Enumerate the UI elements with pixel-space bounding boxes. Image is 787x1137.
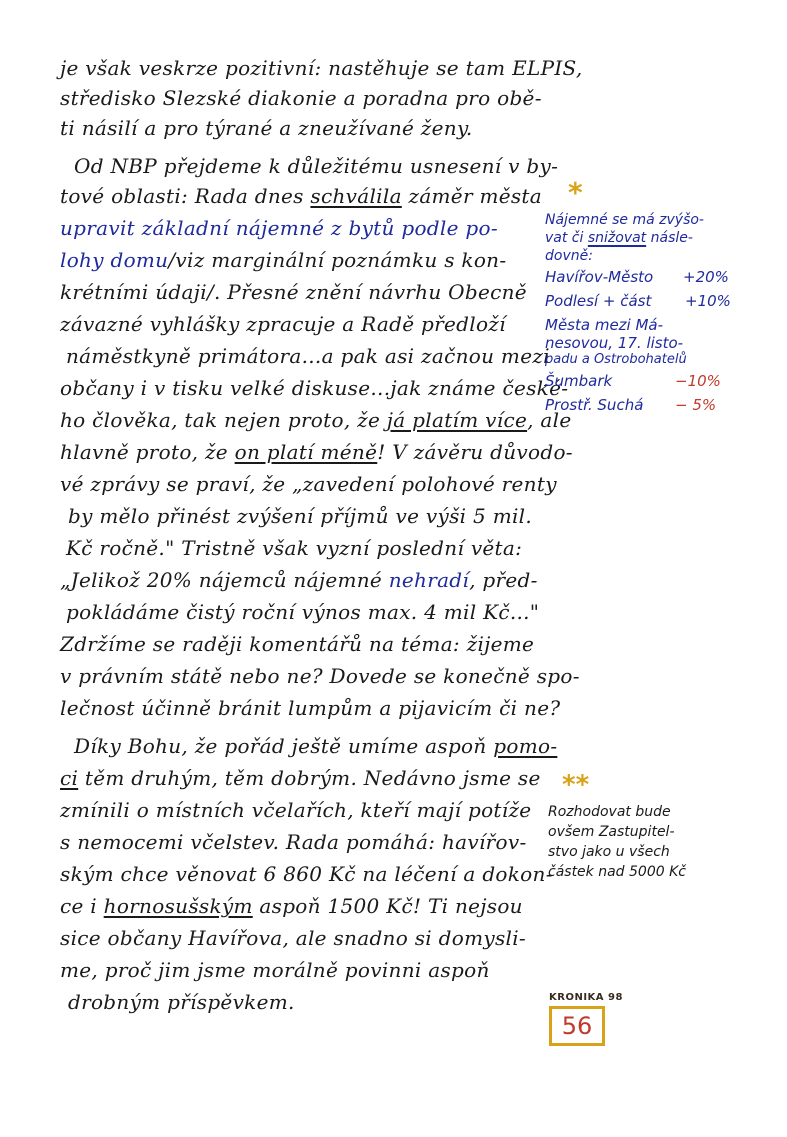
text-span-blue: lohy domu: [60, 248, 169, 272]
rent-row: [545, 292, 731, 310]
text-span: záměr města: [408, 184, 542, 208]
note-line: Rozhodovat bude: [548, 804, 671, 820]
text-span: , ale: [527, 408, 572, 432]
rent-area: Města mezi Má-: [545, 316, 664, 334]
text-line: [60, 408, 571, 432]
note-span: násle-: [650, 230, 693, 246]
text-line: s nemocemi včelstev. Rada pomáhá: havířov-: [60, 830, 527, 854]
text-line: náměstkyně primátora...a pak asi začnou mezi: [66, 344, 550, 368]
underlined-word: schválila: [310, 184, 402, 208]
text-line: me, proč jim jsme morálně povinni aspoň: [60, 958, 490, 982]
rent-row: [545, 334, 683, 352]
chronicle-label: KRONIKA 98: [549, 992, 623, 1003]
underlined-phrase: on platí méně: [234, 440, 378, 464]
page-number: 56: [549, 1006, 605, 1046]
margin-note-rent: [545, 212, 780, 442]
text-span: Díky Bohu, že pořád ještě umíme aspoň: [74, 734, 487, 758]
text-span: ! V závěru důvodo-: [377, 440, 573, 464]
text-line: [60, 766, 541, 790]
text-line: drobným příspěvkem.: [68, 990, 295, 1014]
underlined-word: hornosušským: [103, 894, 253, 918]
text-line: upravit základní nájemné z bytů podle po-: [60, 216, 498, 240]
margin-note-council: [548, 804, 778, 894]
underlined-word: snižovat: [587, 230, 647, 246]
note-line: ovšem Zastupitel-: [548, 824, 675, 840]
note-line: stvo jako u všech: [548, 844, 670, 860]
rent-row: [545, 352, 687, 367]
text-line: [60, 440, 573, 464]
note-line: [545, 230, 693, 246]
text-line: občany i v tisku velké diskuse...jak známe české-: [60, 376, 569, 400]
text-span: hlavně proto, že: [60, 440, 228, 464]
asterisk-icon: *: [568, 176, 583, 209]
text-span: ce i: [60, 894, 97, 918]
text-line: je však veskrze pozitivní: nastěhuje se tam ELPIS,: [60, 56, 583, 80]
double-asterisk-icon: **: [562, 770, 590, 800]
text-line: [60, 568, 538, 592]
text-span: „Jelikož 20% nájemců nájemné: [60, 568, 383, 592]
text-line: Zdržíme se raději komentářů na téma: žijeme: [60, 632, 535, 656]
rent-area: Šumbark: [545, 372, 613, 390]
note-span: vat či: [545, 230, 584, 246]
rent-row: [545, 396, 717, 414]
underlined-word: ci: [60, 766, 79, 790]
rent-area: padu a Ostrobohatelů: [545, 352, 687, 367]
underlined-word: pomo-: [493, 734, 558, 758]
text-line: závazné vyhlášky zpracuje a Radě předloží: [60, 312, 506, 336]
text-span: , před-: [469, 568, 538, 592]
text-line: lečnost účinně bránit lumpům a pijavicím či ne?: [60, 696, 561, 720]
text-line: krétními údaji/. Přesné znění návrhu Obecně: [60, 280, 527, 304]
underlined-phrase: já platím více: [386, 408, 528, 432]
text-line: by mělo přinést zvýšení příjmů ve výši 5 mil.: [68, 504, 533, 528]
text-line: ským chce věnovat 6 860 Kč na léčení a dokon-: [60, 862, 553, 886]
rent-area: nesovou, 17. listo-: [545, 334, 684, 352]
rent-change: +10%: [685, 292, 731, 310]
text-span: tové oblasti: Rada dnes: [60, 184, 304, 208]
text-span: /viz marginální poznámku s kon-: [168, 248, 507, 272]
text-line: ti násilí a pro týrané a zneužívané ženy.: [60, 116, 473, 140]
text-line: Od NBP přejdeme k důležitému usnesení v by-: [74, 154, 559, 178]
note-line: Nájemné se má zvýšo-: [545, 212, 704, 228]
rent-row: [545, 268, 729, 286]
rent-change: −10%: [675, 372, 721, 390]
rent-change: − 5%: [675, 396, 717, 414]
text-line: [60, 248, 506, 272]
text-line: středisko Slezské diakonie a poradna pro obě-: [60, 86, 542, 110]
text-line: v právním státě nebo ne? Dovede se konečně spo-: [60, 664, 580, 688]
text-line: vé zprávy se praví, že „zavedení polohové renty: [60, 472, 557, 496]
text-line: Kč ročně." Tristně však vyzní poslední věta:: [66, 536, 523, 560]
text-line: pokládáme čistý roční výnos max. 4 mil Kč...": [66, 600, 540, 624]
rent-area: Havířov-Město: [545, 268, 654, 286]
rent-row: [545, 372, 721, 390]
text-line: [74, 734, 557, 758]
rent-area: Podlesí + část: [545, 292, 652, 310]
rent-change: +20%: [683, 268, 729, 286]
note-line: dovně:: [545, 248, 593, 264]
text-line: [60, 894, 523, 918]
text-line: zmínili o místních včelařích, kteří mají potíže: [60, 798, 532, 822]
note-line: částek nad 5000 Kč: [548, 864, 686, 880]
rent-area: Prostř. Suchá: [545, 396, 644, 414]
text-span-blue: nehradí: [388, 568, 470, 592]
text-span: ho člověka, tak nejen proto, že: [60, 408, 381, 432]
rent-row: [545, 316, 663, 334]
text-line: [60, 184, 542, 208]
text-span: aspoň 1500 Kč! Ti nejsou: [259, 894, 523, 918]
text-line: sice občany Havířova, ale snadno si domysli-: [60, 926, 526, 950]
text-span: těm druhým, těm dobrým. Nedávno jsme se: [84, 766, 541, 790]
